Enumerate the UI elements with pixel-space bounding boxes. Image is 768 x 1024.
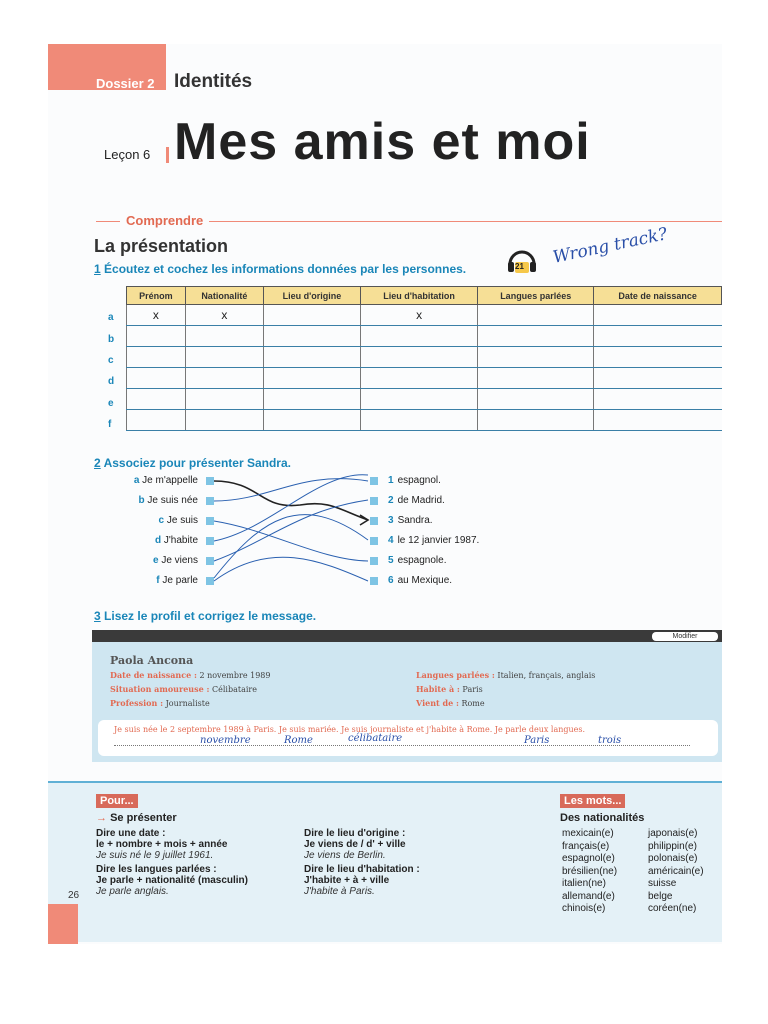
match-line-c — [214, 521, 368, 561]
nationality-item: allemand(e) — [562, 890, 615, 902]
nationality-item: polonais(e) — [648, 853, 698, 864]
nationality-item: américain(e) — [648, 865, 704, 877]
correction-2: Rome — [284, 735, 313, 746]
nationality-item: mexicain(e) — [562, 828, 614, 839]
footer-tab — [48, 904, 78, 944]
page-number: 26 — [68, 890, 80, 901]
field-label: Vient de : — [416, 698, 459, 708]
match-text: Je viens — [161, 555, 198, 566]
match-number: 3 — [388, 515, 394, 526]
correction-3: célibataire — [348, 733, 403, 744]
exercise-1-number: 1 — [94, 262, 101, 276]
field-label: Habite à : — [416, 684, 460, 694]
modify-button[interactable]: Modifier — [652, 632, 718, 641]
field-value: Rome — [461, 699, 485, 708]
field-label: Profession : — [110, 698, 164, 708]
field-value: Paris — [462, 685, 483, 694]
row-label-a: a — [108, 312, 114, 323]
pour-col-1 — [96, 828, 296, 897]
match-text: espagnole. — [397, 555, 447, 566]
profile-status — [110, 684, 257, 694]
mots-heading: Des nationalités — [560, 812, 645, 824]
pour-col-2 — [304, 828, 524, 897]
match-number: 5 — [388, 555, 394, 566]
exercise-3-instruction — [94, 609, 316, 623]
rule-formula: Je parle + nationalité (masculin) — [96, 875, 248, 886]
match-letter: d — [154, 535, 162, 546]
pour-heading — [96, 812, 177, 824]
match-line-f — [214, 557, 368, 581]
profile-job — [110, 698, 210, 708]
section-title: La présentation — [94, 236, 229, 256]
rule-title: Dire le lieu d'origine : — [304, 828, 406, 839]
mots-tag: Les mots... — [560, 794, 625, 808]
rule-formula: le + nombre + mois + année — [96, 839, 228, 850]
match-text: Je m'appelle — [142, 475, 198, 486]
dossier-title: Identités — [174, 71, 253, 92]
rule-example: Je viens de Berlin. — [304, 850, 386, 861]
rule-formula: J'habite + à + ville — [304, 875, 390, 886]
nationality-item: italien(ne) — [562, 878, 606, 889]
match-line-b — [214, 479, 368, 501]
handwritten-note: Wrong track? — [551, 224, 670, 268]
profile-languages — [416, 670, 595, 680]
match-letter: e — [152, 555, 159, 566]
exercise-2-text: Associez pour présenter Sandra. — [103, 456, 291, 470]
match-text: Je suis née — [147, 495, 198, 506]
field-value: Journaliste — [165, 699, 210, 708]
rule-formula: Je viens de / d' + ville — [304, 839, 406, 850]
rule-example: Je suis né le 9 juillet 1961. — [96, 850, 214, 861]
match-number: 4 — [388, 535, 394, 546]
field-label: Date de naissance : — [110, 670, 197, 680]
table-cell[interactable]: x — [185, 305, 263, 326]
page-title: Mes amis et moi — [174, 113, 591, 171]
match-text: Je suis — [166, 515, 198, 526]
nationality-item: belge — [648, 890, 673, 902]
arrow-right-icon: → — [96, 812, 107, 824]
dossier-label: Dossier 2 — [96, 76, 155, 91]
rule-title: Dire le lieu d'habitation : — [304, 864, 420, 875]
rule-example: Je parle anglais. — [96, 886, 169, 897]
track-number: 21 — [515, 262, 524, 271]
match-letter: b — [138, 495, 145, 506]
arrow-head-icon — [360, 515, 368, 525]
field-value: Célibataire — [211, 685, 257, 694]
match-text: Je parle — [162, 575, 198, 586]
profile-birth — [110, 670, 270, 680]
message-text: Je suis née le 2 septembre 1989 à Paris. Je suis mariée. Je suis journaliste et j'habite à Rome. Je parle deux langues. — [114, 725, 586, 734]
profile-lives — [416, 684, 483, 694]
grammar-box-rule — [48, 781, 722, 783]
lecon-label: Leçon 6 — [104, 147, 151, 162]
nationality-item: chinois(e) — [562, 903, 606, 914]
match-number: 2 — [388, 495, 394, 506]
correction-5: trois — [598, 735, 622, 746]
match-letter: a — [133, 475, 140, 486]
match-line-a — [214, 481, 368, 520]
nationality-item: coréen(ne) — [648, 903, 697, 914]
match-text: de Madrid. — [397, 495, 445, 506]
col-header-langues: Langues parlées — [478, 287, 594, 305]
table-cell[interactable]: x — [127, 305, 186, 326]
field-value: Italien, français, anglais — [497, 671, 596, 680]
field-value: 2 novembre 1989 — [199, 671, 271, 680]
rule-title: Dire les langues parlées : — [96, 864, 217, 875]
row-label-e: e — [108, 398, 114, 409]
exercise-2-number: 2 — [94, 456, 101, 470]
match-text: au Mexique. — [397, 575, 453, 586]
section-label: Comprendre — [120, 213, 209, 228]
nationality-item: espagnol(e) — [562, 853, 615, 864]
rule-title: Dire une date : — [96, 828, 166, 839]
nationalities-col-2 — [648, 828, 704, 916]
pour-tag: Pour... — [96, 794, 138, 808]
match-number: 1 — [388, 475, 394, 486]
exercise-1-text: Écoutez et cochez les informations données par les personnes. — [104, 262, 467, 276]
match-text: Sandra. — [397, 515, 433, 526]
nationality-item: philippin(e) — [648, 840, 697, 852]
correction-1: novembre — [200, 735, 251, 746]
match-text: espagnol. — [397, 475, 441, 486]
nationalities-col-1 — [562, 828, 617, 916]
col-header-nationalite: Nationalité — [185, 287, 263, 305]
col-header-lieu-origine: Lieu d'origine — [263, 287, 360, 305]
row-label-f: f — [108, 419, 112, 430]
row-label-c: c — [108, 355, 114, 366]
col-header-prenom: Prénom — [127, 287, 186, 305]
pour-heading-text: Se présenter — [110, 812, 177, 824]
rule-example: J'habite à Paris. — [304, 886, 375, 897]
field-label: Situation amoureuse : — [110, 684, 210, 694]
exercise-3-text: Lisez le profil et corrigez le message. — [104, 609, 317, 623]
nationality-item: français(e) — [562, 840, 610, 852]
nationality-item: suisse — [648, 878, 677, 889]
table-cell[interactable]: x — [361, 305, 478, 326]
profile-name: Paola Ancona — [110, 654, 194, 667]
match-text: le 12 janvier 1987. — [397, 535, 480, 546]
nationality-item: japonais(e) — [648, 828, 698, 839]
match-text: J'habite — [163, 535, 198, 546]
field-label: Langues parlées : — [416, 670, 495, 680]
profile-from — [416, 698, 485, 708]
col-header-date-naissance: Date de naissance — [594, 287, 722, 305]
col-header-lieu-habitation: Lieu d'habitation — [361, 287, 478, 305]
match-number: 6 — [388, 575, 394, 586]
nationality-item: brésilien(ne) — [562, 865, 618, 877]
correction-4: Paris — [524, 735, 550, 746]
match-letter: c — [158, 515, 165, 526]
exercise-3-number: 3 — [94, 609, 101, 623]
row-label-d: d — [108, 376, 115, 387]
profile-toolbar — [92, 630, 722, 642]
match-letter: f — [156, 575, 160, 586]
row-label-b: b — [108, 334, 115, 345]
